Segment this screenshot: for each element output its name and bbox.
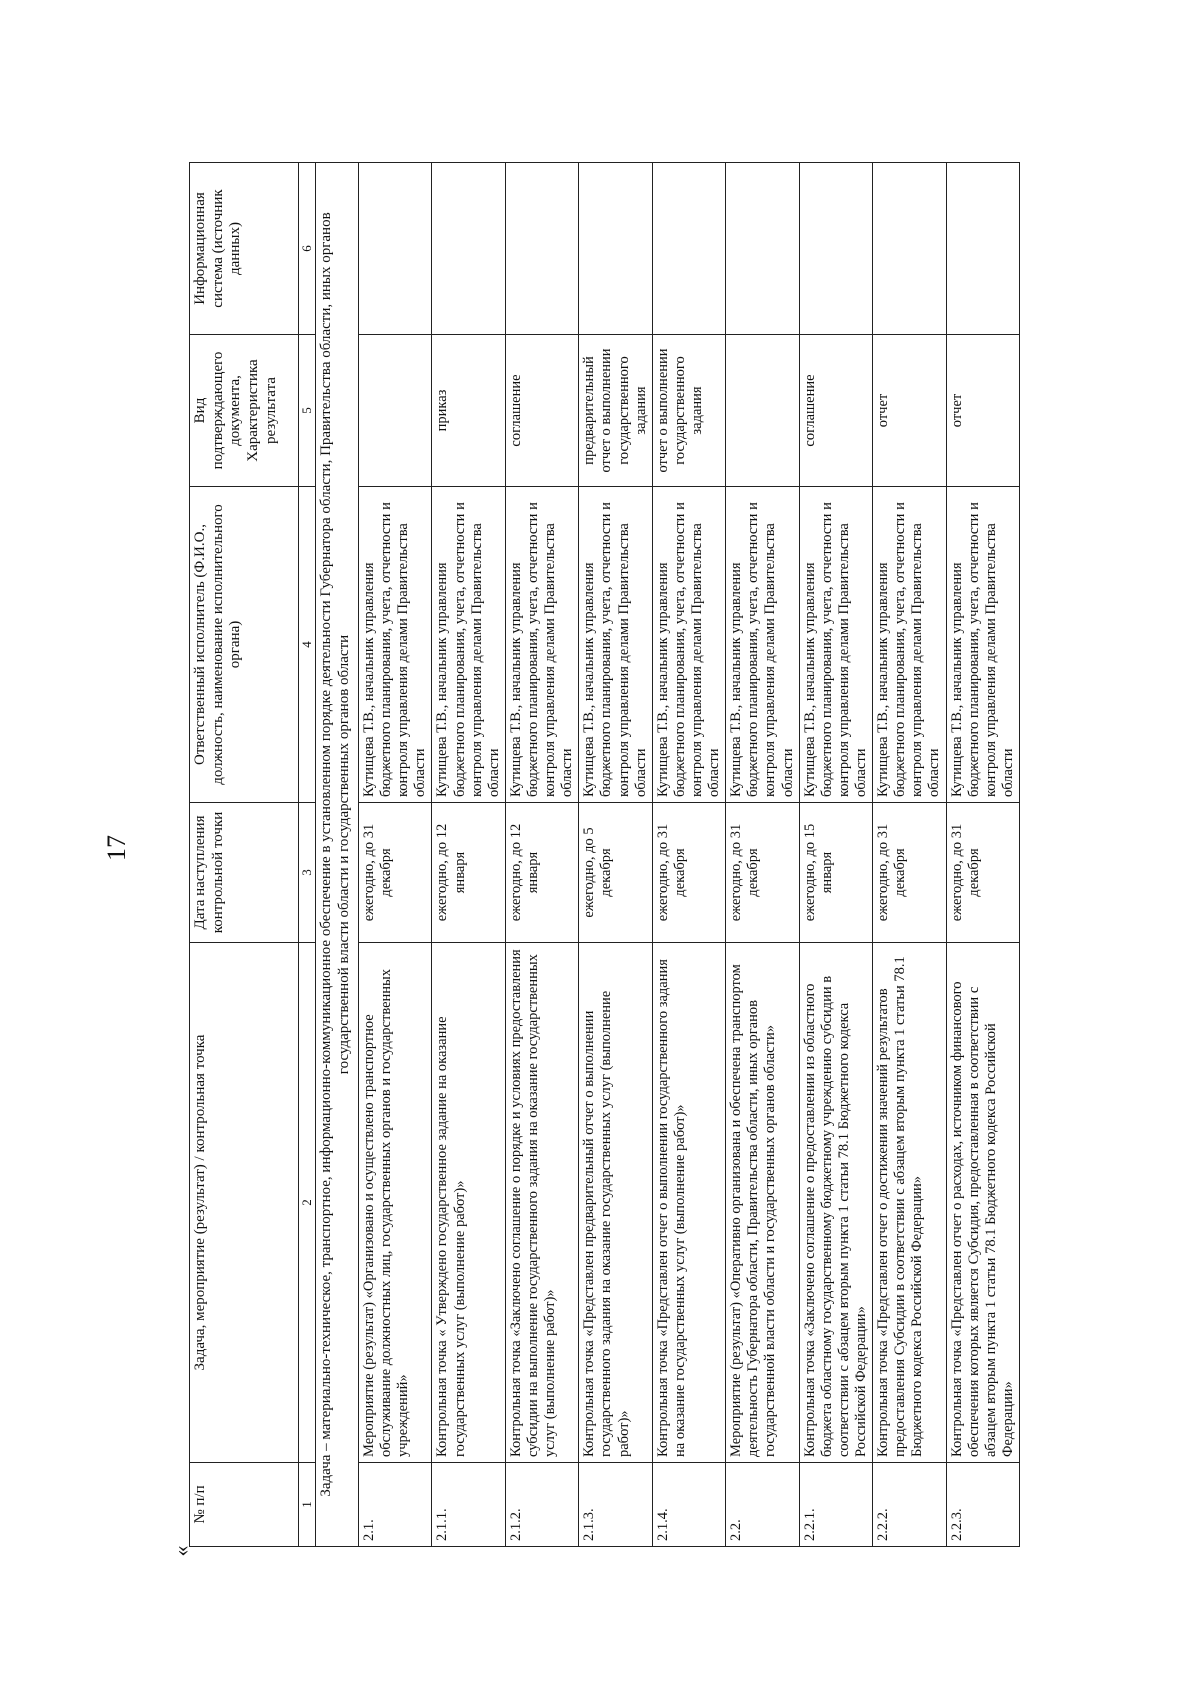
row-date: ежегодно, до 12 января: [505, 803, 578, 943]
column-number: 2: [299, 943, 316, 1463]
row-number: 2.1.3.: [579, 1463, 652, 1547]
table-row: [652, 163, 725, 1547]
header-cell: Информационная система (источник данных): [190, 163, 299, 335]
row-date: ежегодно, до 12 января: [432, 803, 505, 943]
row-number: 2.2.: [726, 1463, 799, 1547]
row-name: Контрольная точка « Утверждено государственное задание на оказание государственных услуг (выполнение работ)»: [432, 943, 505, 1463]
row-date: ежегодно, до 31 декабря: [946, 803, 1019, 943]
row-number: 2.1.2.: [505, 1463, 578, 1547]
row-date: ежегодно, до 31 декабря: [652, 803, 725, 943]
row-date: ежегодно, до 31 декабря: [726, 803, 799, 943]
row-system: [946, 163, 1019, 335]
column-number: 3: [299, 803, 316, 943]
row-name: Контрольная точка «Заключено соглашение о порядке и условиях предоставления субсидии на выполнение государственного задания на оказание государственных услуг (выполнение работ)»: [505, 943, 578, 1463]
header-cell: Вид подтверждающего документа, Характеристика результата: [190, 335, 299, 487]
row-executor: Кутищева Т.В., начальник управления бюджетного планирования, учета, отчетности и контроля управления делами Правительства области: [652, 487, 725, 803]
row-document: [726, 335, 799, 487]
table-row: [359, 163, 432, 1547]
row-executor: Кутищева Т.В., начальник управления бюджетного планирования, учета, отчетности и контроля управления делами Правительства области: [359, 487, 432, 803]
row-name: Мероприятие (результат) «Оперативно организована и обеспечена транспортом деятельность Губернатора области, Правительства области, иных органов государственной власти области и государственных органов области»: [726, 943, 799, 1463]
row-document: соглашение: [799, 335, 872, 487]
row-name: Контрольная точка «Представлен предварительный отчет о выполнении государственного задания на оказание государственных услуг (выполнение работ)»: [579, 943, 652, 1463]
row-number: 2.2.2.: [873, 1463, 946, 1547]
header-cell: Дата наступления контрольной точки: [190, 803, 299, 943]
row-document: отчет: [946, 335, 1019, 487]
row-name: Контрольная точка «Представлен отчет о расходах, источником финансового обеспечения которых является Субсидия, предоставленная в соответствии с абзацем вторым пункта 1 статьи 78.1 Бюджетного кодекса Российской Федерации»: [946, 943, 1019, 1463]
row-document: приказ: [432, 335, 505, 487]
column-number: 4: [299, 487, 316, 803]
row-executor: Кутищева Т.В., начальник управления бюджетного планирования, учета, отчетности и контроля управления делами Правительства области: [432, 487, 505, 803]
row-system: [799, 163, 872, 335]
table-row: [726, 163, 799, 1547]
row-number: 2.1.1.: [432, 1463, 505, 1547]
table-row: [579, 163, 652, 1547]
row-date: ежегодно, до 5 декабря: [579, 803, 652, 943]
row-date: ежегодно, до 31 декабря: [359, 803, 432, 943]
row-number: 2.2.1.: [799, 1463, 872, 1547]
row-system: [652, 163, 725, 335]
row-document: отчет: [873, 335, 946, 487]
row-executor: Кутищева Т.В., начальник управления бюджетного планирования, учета, отчетности и контроля управления делами Правительства области: [579, 487, 652, 803]
header-cell: Ответственный исполнитель (Ф.И.О., должность, наименование исполнительного органа): [190, 487, 299, 803]
table-row: [873, 163, 946, 1547]
row-system: [873, 163, 946, 335]
header-cell: № п/п: [190, 1463, 299, 1547]
table-row: [946, 163, 1019, 1547]
row-document: отчет о выполнении государственного задания: [652, 335, 725, 487]
row-executor: Кутищева Т.В., начальник управления бюджетного планирования, учета, отчетности и контроля управления делами Правительства области: [799, 487, 872, 803]
row-document: предварительный отчет о выполнении государственного задания: [579, 335, 652, 487]
row-executor: Кутищева Т.В., начальник управления бюджетного планирования, учета, отчетности и контроля управления делами Правительства области: [505, 487, 578, 803]
page-number: 17: [102, 835, 131, 861]
table-row: [799, 163, 872, 1547]
row-number: 2.1.4.: [652, 1463, 725, 1547]
table-row: [505, 163, 578, 1547]
opening-quote-mark: «: [168, 1545, 194, 1557]
row-date: ежегодно, до 15 января: [799, 803, 872, 943]
row-document: [359, 335, 432, 487]
table-header-row: [190, 163, 299, 1547]
column-number: 5: [299, 335, 316, 487]
row-system: [726, 163, 799, 335]
row-system: [505, 163, 578, 335]
header-cell: Задача, мероприятие (результат) / контрольная точка: [190, 943, 299, 1463]
row-name: Мероприятие (результат) «Организовано и осуществлено транспортное обслуживание должностных лиц, государственных органов и государственных учреждений»: [359, 943, 432, 1463]
row-name: Контрольная точка «Представлен отчет о выполнении государственного задания на оказание государственных услуг (выполнение работ)»: [652, 943, 725, 1463]
row-system: [359, 163, 432, 335]
rotated-table-container: [189, 163, 1055, 1547]
row-date: ежегодно, до 31 декабря: [873, 803, 946, 943]
row-number: 2.1.: [359, 1463, 432, 1547]
task-row: [316, 163, 359, 1547]
row-system: [579, 163, 652, 335]
plan-table: [189, 162, 1020, 1547]
column-number-row: [299, 163, 316, 1547]
row-executor: Кутищева Т.В., начальник управления бюджетного планирования, учета, отчетности и контроля управления делами Правительства области: [873, 487, 946, 803]
column-number: 1: [299, 1463, 316, 1547]
task-description: Задача – материально-техническое, транспортное, информационно-коммуникационное обеспечение в установленном порядке деятельности Губернатора области, Правительства области, иных органов государственной власти области и государственных органов области: [316, 163, 359, 1547]
row-name: Контрольная точка «Заключено соглашение о предоставлении из областного бюджета областному государственному бюджетному учреждению субсидии в соответствии с абзацем вторым пункта 1 статьи 78.1 Бюджетного кодекса Российской Федерации»: [799, 943, 872, 1463]
row-executor: Кутищева Т.В., начальник управления бюджетного планирования, учета, отчетности и контроля управления делами Правительства области: [946, 487, 1019, 803]
row-name: Контрольная точка «Представлен отчет о достижении значений результатов предоставления Субсидии в соответствии с абзацем вторым пункта 1 статьи 78.1 Бюджетного кодекса Российской Федерации»: [873, 943, 946, 1463]
row-number: 2.2.3.: [946, 1463, 1019, 1547]
row-executor: Кутищева Т.В., начальник управления бюджетного планирования, учета, отчетности и контроля управления делами Правительства области: [726, 487, 799, 803]
table-row: [432, 163, 505, 1547]
row-document: соглашение: [505, 335, 578, 487]
column-number: 6: [299, 163, 316, 335]
row-system: [432, 163, 505, 335]
